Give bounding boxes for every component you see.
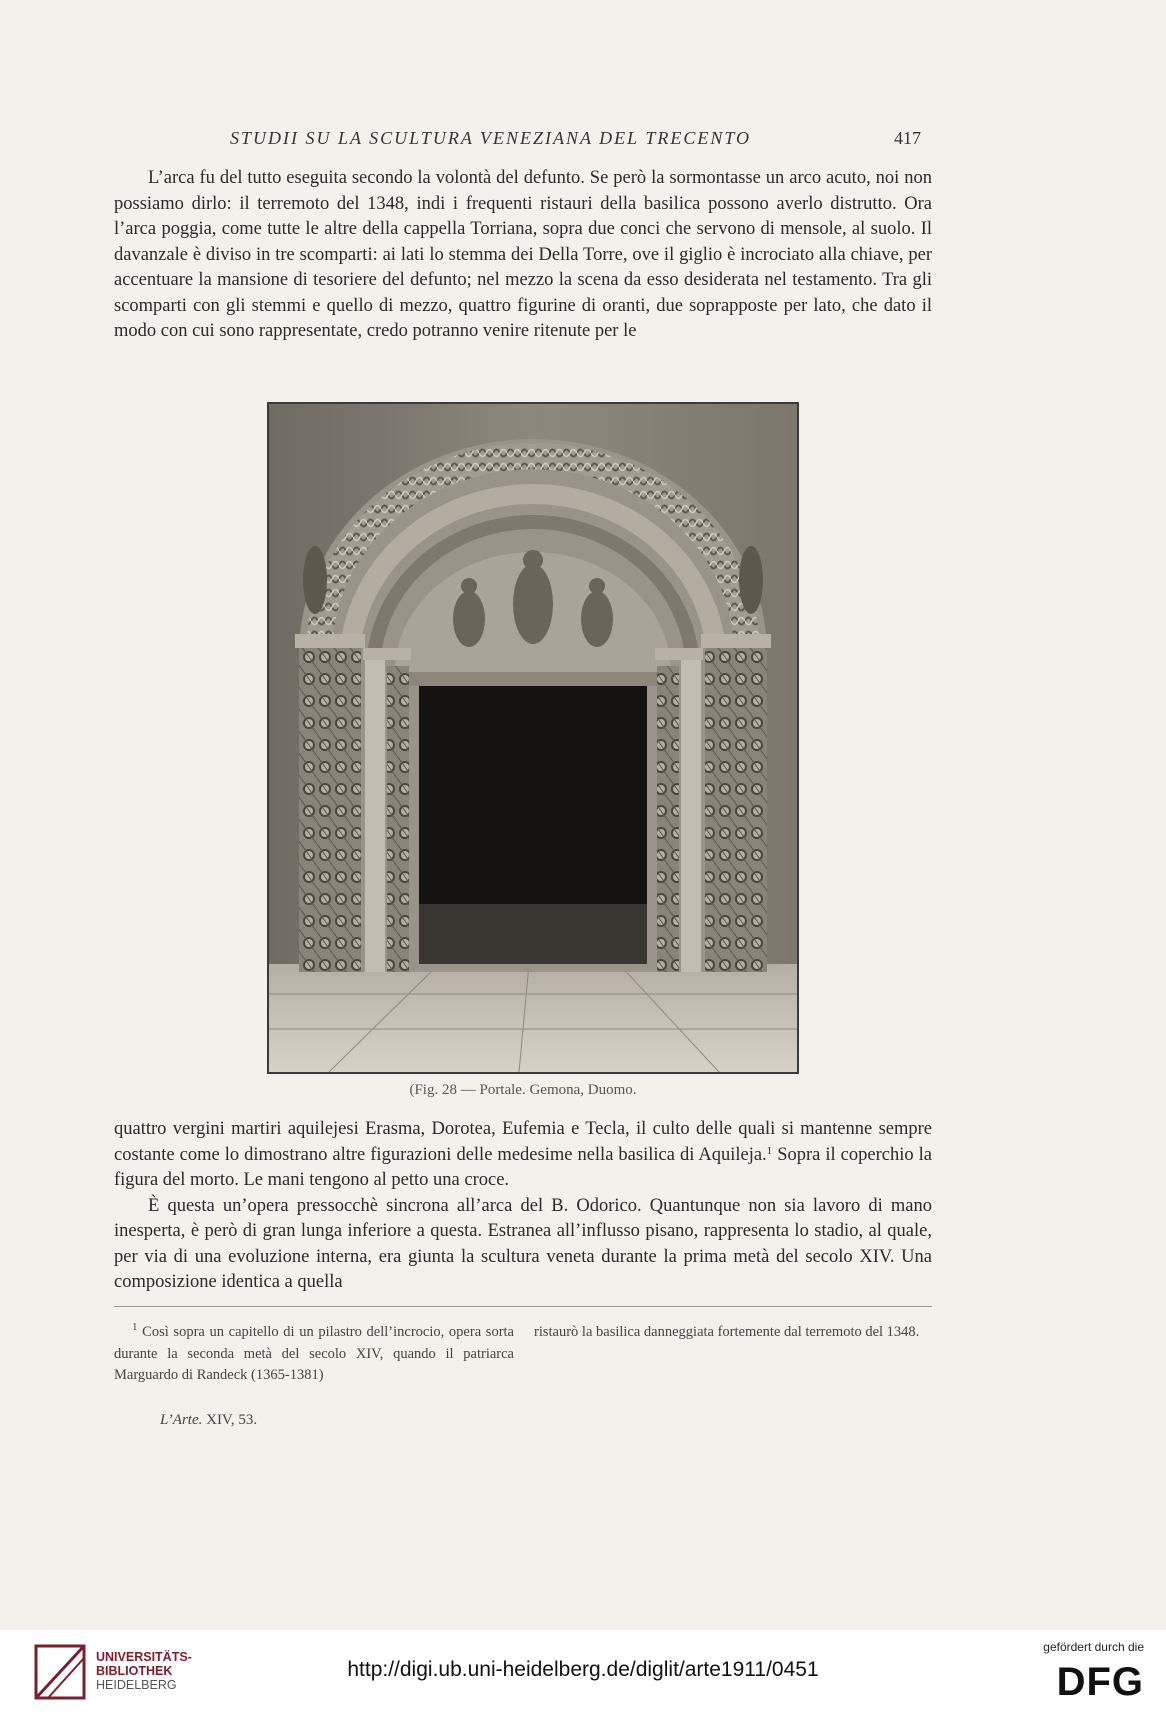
volume-number: XIV, 53. bbox=[206, 1412, 258, 1428]
left-pilaster bbox=[299, 642, 361, 972]
signature-line bbox=[160, 1412, 257, 1429]
paragraph-text: Sopra il coperchio la figura del morto. Le mani tengono al petto una croce. bbox=[114, 1144, 932, 1190]
right-pilaster bbox=[705, 642, 767, 972]
footnote-text bbox=[114, 1322, 514, 1387]
body-text-bottom bbox=[114, 1117, 932, 1296]
figure-caption: (Fig. 28 — Portale. Gemona, Duomo. bbox=[409, 1082, 637, 1098]
footnote-reference[interactable]: 1 bbox=[766, 1144, 773, 1157]
journal-name: L’Arte. bbox=[160, 1412, 203, 1428]
footnote-right-column: ristaurò la basilica danneggiata fortemente dal terremoto del 1348. bbox=[534, 1324, 920, 1340]
body-text-top bbox=[114, 166, 932, 345]
right-inner-jamb bbox=[657, 666, 679, 972]
paragraph-text: quattro vergini martiri aquilejesi Erasma, Dorotea, Eufemia e Tecla, il culto delle quali si mantenne sempre costante come lo dimostrano altre figurazioni delle medesime nella basilica di Aquileja. bbox=[114, 1119, 932, 1165]
footnote-mark: 1 bbox=[132, 1321, 138, 1333]
floor bbox=[269, 964, 797, 1072]
right-column bbox=[681, 654, 701, 972]
portal-illustration bbox=[269, 404, 797, 1072]
footnote-left-text: Così sopra un capitello di un pilastro dell’incrocio, opera sorta durante la seconda metà del secolo XIV, quando il patriarca Marguardo di Randeck (1365-1381) bbox=[114, 1324, 514, 1383]
paragraph bbox=[114, 1117, 932, 1194]
left-column bbox=[365, 654, 385, 972]
page-number: 417 bbox=[894, 128, 921, 148]
dfg-logo[interactable]: DFG bbox=[1056, 1660, 1144, 1704]
footnote-left-column bbox=[114, 1322, 514, 1387]
figure-portal-photo bbox=[267, 402, 799, 1074]
left-inner-jamb bbox=[387, 666, 409, 972]
doorway-interior-floor bbox=[419, 904, 647, 964]
permalink-url[interactable]: http://digi.ub.uni-heidelberg.de/diglit/arte1911/0451 bbox=[347, 1658, 819, 1681]
paragraph: L’arca fu del tutto eseguita secondo la volontà del defunto. Se però la sormontasse un arco acuto, noi non possiamo dirlo: il terremoto del 1348, indi i frequenti ristauri della basilica possono averlo distrutto. Ora l’arca poggia, come tutte le altre della cappella Torriana, sopra due conci che servono di mensole, al suolo. Il davanzale è diviso in tre scomparti: ai lati lo stemma dei Della Torre, ove il giglio è incrociato alla chiave, per accentuare la mansione di tesoriere del defunto; nel mezzo la scena da esso desiderata nel testamento. Tra gli scomparti con gli stemmi e quello di mezzo, quattro figurine di oranti, due soprapposte per lato, che dato il modo con cui sono rappresentate, credo potranno venire ritenute per le bbox=[114, 168, 932, 341]
library-name[interactable]: UNIVERSITÄTS- BIBLIOTHEK HEIDELBERG bbox=[96, 1650, 192, 1692]
lintel bbox=[395, 672, 671, 686]
viewer-footer bbox=[0, 1630, 1166, 1714]
running-title: STUDII SU LA SCULTURA VENEZIANA DEL TRECENTO bbox=[230, 128, 752, 148]
funder-label: gefördert durch die bbox=[1043, 1640, 1144, 1654]
paragraph: È questa un’opera pressocchè sincrona all’arca del B. Odorico. Quantunque non sia lavoro di mano inesperta, è però di gran lunga inferiore a questa. Estranea all’influsso pisano, rappresenta lo stadio, al quale, per via di una evoluzione interna, era giunta la scultura veneta durante la prima metà del secolo XIV. Una composizione identica a quella bbox=[114, 1195, 932, 1292]
footnote-divider bbox=[114, 1306, 932, 1307]
